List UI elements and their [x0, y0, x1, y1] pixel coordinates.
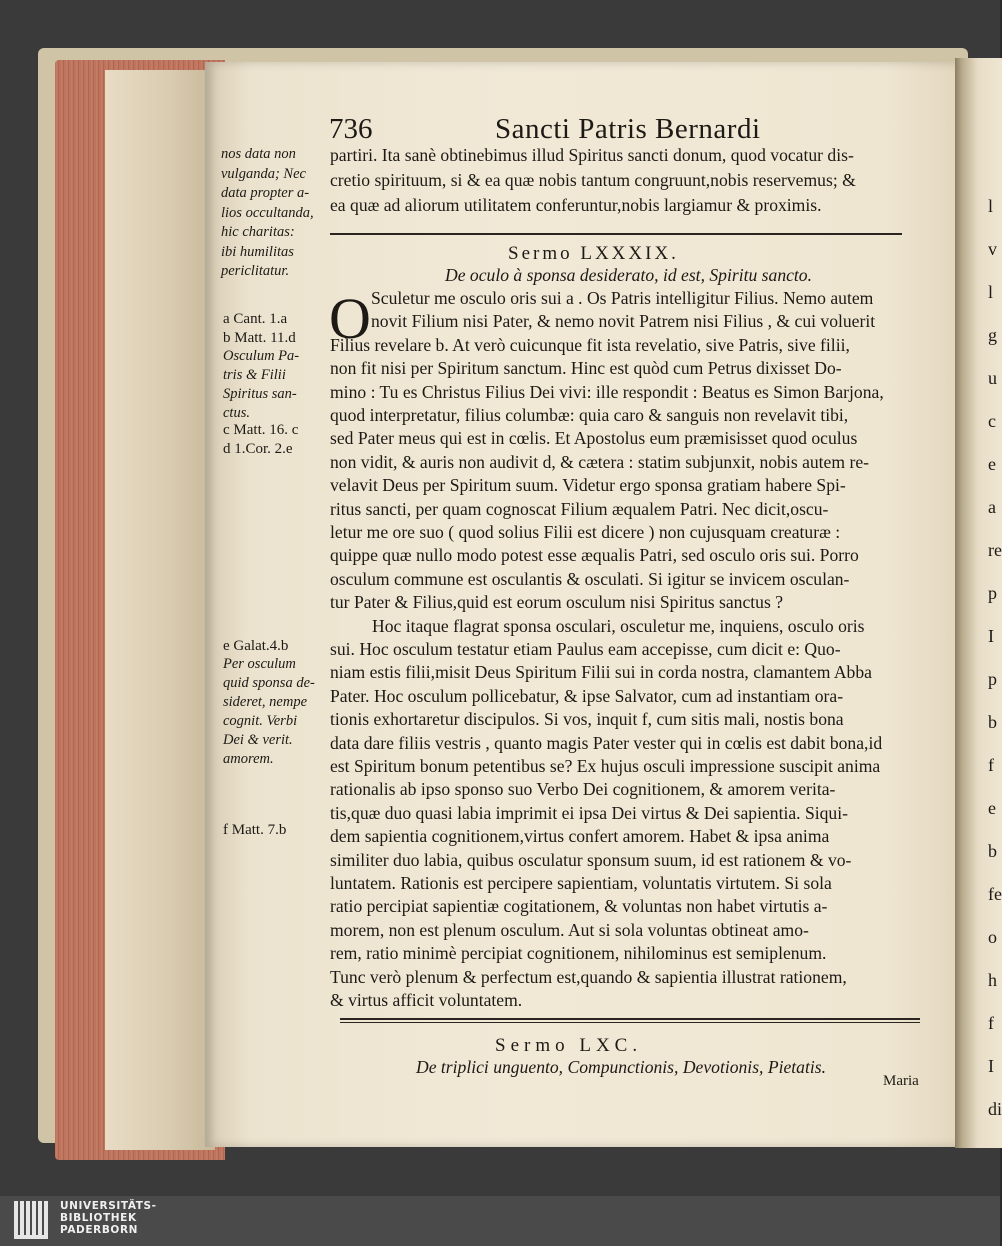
body-line-4: mino : Tu es Christus Filius Dei vivi: ille respondit : Beatus es Simon Barjona, — [330, 381, 884, 402]
margin-note-2-it-line-3: ctus. — [223, 405, 250, 421]
body-line-25: luntatem. Rationis est percipere sapientiam, voluntatis virtutem. Si sola — [330, 873, 832, 893]
facing-glyph-17: o — [988, 927, 997, 947]
facing-glyph-0: l — [988, 196, 994, 216]
body-line-3: non fit nisi per Spiritum sanctum. Hinc est quòd cum Petrus dixisset Do- — [330, 358, 842, 379]
facing-glyph-16: fe — [988, 884, 1002, 904]
body-line-8: velavit Deus per Spiritum suum. Videtur ergo sponsa gratiam habere Spi- — [330, 475, 846, 496]
body-line-20: est Spiritum bonum petentibus se? Ex hujus osculi impressione suscipit anima — [330, 756, 881, 776]
margin-note-2-line-0: a Cant. 1.a — [223, 311, 288, 327]
facing-glyph-19: f — [988, 1013, 994, 1033]
margin-note-2-line-1: b Matt. 11.d — [223, 330, 296, 346]
body-line-30: & virtus afficit voluntatem. — [330, 990, 523, 1010]
facing-glyph-5: c — [988, 411, 996, 431]
facing-glyph-2: l — [988, 282, 994, 302]
continuation-line-0: partiri. Ita sanè obtinebimus illud Spiritus sancti donum, quod vocatur dis- — [330, 145, 854, 165]
body-line-14: Hoc itaque flagrat sponsa osculari, osculetur me, inquiens, osculo oris — [372, 615, 865, 636]
margin-note-1-line-0: nos data non — [221, 146, 296, 162]
body-line-12: osculum commune est osculantis & osculati. Si igitur se invicem osculan- — [330, 568, 850, 589]
body-line-15: sui. Hoc osculum testatur etiam Paulus eam accepisse, cum dicit e: Quo- — [330, 639, 841, 659]
continuation-line-2: ea quæ ad aliorum utilitatem conferuntur,nobis largiamur & proximis. — [330, 195, 822, 215]
facing-glyph-6: e — [988, 454, 996, 474]
library-name-line-1: UNIVERSITÄTS- — [60, 1200, 157, 1212]
sermon-90-heading: Sermo LXC. — [495, 1035, 643, 1056]
facing-glyph-20: I — [988, 1056, 994, 1076]
body-line-17: Pater. Hoc osculum pollicebatur, & ipse Salvator, cum ad instantiam ora- — [330, 685, 844, 706]
margin-note-4-it-line-4: Dei & verit. — [223, 732, 293, 748]
margin-note-1-line-1: vulganda; Nec — [221, 165, 306, 182]
margin-note-4-line-0: e Galat.4.b — [223, 638, 289, 654]
body-line-27: morem, non est plenum osculum. Aut si sola voluntas obtineat amo- — [330, 919, 809, 940]
facing-glyph-3: g — [988, 325, 997, 345]
body-line-11: quippe quæ nullo modo potest esse æqualis Patri, sed osculo oris sui. Porro — [330, 545, 859, 566]
library-footer — [0, 1196, 1000, 1246]
body-line-6: sed Pater meus qui est in cœlis. Et Apostolus eum præmisisset quod oculus — [330, 428, 858, 449]
body-line-24: similiter duo labia, quibus osculatur sponsum suum, id est rationem & vo- — [330, 849, 852, 870]
body-line-1: novit Filium nisi Pater, & nemo novit Patrem nisi Filius , & cui voluerit — [371, 311, 876, 332]
body-line-7: non vidit, & auris non audivit d, & cætera : statim subjunxit, nobis autem re- — [330, 451, 869, 472]
facing-glyph-18: h — [988, 970, 997, 990]
section-rule-bottom — [340, 1018, 920, 1020]
body-line-2: Filius revelare b. At verò cuicunque fit ista revelatio, sive Patris, sive filii, — [330, 334, 850, 355]
facing-glyph-9: p — [988, 583, 997, 603]
facing-glyph-4: u — [988, 368, 997, 388]
page-number: 736 — [329, 113, 373, 145]
body-line-26: ratio percipiat sapientiæ cogitationem, & voluntas non habet virtutis a- — [330, 896, 828, 917]
margin-note-1-line-6: periclitatur. — [221, 263, 290, 279]
margin-note-1-line-3: lios occultanda, — [221, 204, 314, 221]
body-line-22: tis,quæ duo quasi labia imprimit ei ipsa Dei virtus & Dei sapientia. Siqui- — [330, 802, 848, 823]
body-line-23: dem sapientia cognitionem,virtus confert amorem. Habet & ipsa anima — [330, 826, 830, 847]
facing-glyph-15: b — [988, 841, 997, 861]
margin-note-1-line-2: data propter a- — [221, 185, 310, 201]
facing-glyph-13: f — [988, 755, 994, 775]
margin-note-4-it-line-2: sideret, nempe — [223, 694, 308, 710]
facing-glyph-8: re — [988, 540, 1002, 560]
drop-cap: O — [329, 286, 371, 351]
body-line-19: data dare filiis vestris , quanto magis Pater vester qui in cœlis est dabit bona,id — [330, 732, 883, 753]
library-name-line-2: BIBLIOTHEK — [60, 1212, 137, 1224]
margin-note-3-line-1: d 1.Cor. 2.e — [223, 441, 293, 457]
section-rule-bottom-thin — [340, 1022, 920, 1023]
library-name-line-3: PADERBORN — [60, 1224, 139, 1236]
running-title: Sancti Patris Bernardi — [495, 113, 761, 145]
continuation-line-1: cretio spirituum, si & ea quæ nobis tantum congruunt,nobis reservemus; & — [330, 170, 856, 190]
sermon-89-subtitle: De oculo à sponsa desiderato, id est, Spiritu sancto. — [445, 265, 813, 285]
margin-note-4-it-line-0: Per osculum — [223, 656, 296, 672]
facing-glyph-7: a — [988, 497, 996, 517]
sermon-90-subtitle: De triplici unguento, Compunctionis, Devotionis, Pietatis. — [416, 1057, 826, 1077]
catchword: Maria — [883, 1073, 919, 1089]
margin-note-2-it-line-1: tris & Filii — [223, 367, 286, 383]
margin-note-2-it-line-0: Osculum Pa- — [223, 348, 300, 364]
facing-glyph-12: b — [988, 712, 997, 732]
body-line-5: quod interpretatur, filius columbæ: quia caro & sanguis non revelavit tibi, — [330, 405, 849, 425]
page-edge-inner — [105, 70, 215, 1150]
section-rule-top — [330, 233, 902, 235]
facing-glyph-10: I — [988, 626, 994, 646]
margin-note-2-it-line-2: Spiritus san- — [223, 386, 297, 402]
body-line-18: tionis exhortaretur discipulos. Si vos, inquit f, cum sitis mali, nostis bona — [330, 709, 844, 730]
body-line-16: niam estis filii,misit Deus Spiritum Filii sui in corda nostra, clamantem Abba — [330, 662, 872, 683]
body-line-29: Tunc verò plenum & perfectum est,quando & sapientia illustrat rationem, — [330, 966, 847, 987]
margin-note-4-it-line-5: amorem. — [223, 751, 274, 767]
margin-note-1-line-5: ibi humilitas — [221, 243, 294, 260]
body-line-13: tur Pater & Filius,quid est eorum osculum nisi Spiritus sanctus ? — [330, 592, 784, 613]
facing-glyph-21: di — [988, 1099, 1002, 1119]
facing-glyph-14: e — [988, 798, 996, 818]
sermon-89-heading: Sermo LXXXIX. — [508, 243, 679, 264]
body-line-0: Sculetur me osculo oris sui a . Os Patris intelligitur Filius. Nemo autem — [371, 288, 874, 308]
body-line-9: ritus sancti, per quam cognoscat Filium æqualem Patri. Nec dicit,oscu- — [330, 498, 829, 519]
margin-note-3-line-0: c Matt. 16. c — [223, 422, 299, 438]
margin-note-4-it-line-1: quid sponsa de- — [223, 675, 315, 691]
body-line-10: letur me ore suo ( quod solius Filii est dicere ) non cujusquam creaturæ : — [330, 522, 841, 542]
margin-note-5-line-0: f Matt. 7.b — [223, 822, 287, 838]
facing-glyph-1: v — [988, 239, 997, 259]
library-logo-icon — [14, 1199, 54, 1241]
margin-note-4-it-line-3: cognit. Verbi — [223, 713, 298, 729]
body-line-21: rationalis ab ipso sponso suo Verbo Dei cognitionem, & amorem verita- — [330, 779, 836, 800]
margin-note-1-line-4: hic charitas: — [221, 224, 295, 240]
body-line-28: rem, ratio minimè percipiat cognitionem, nihilominus est semiplenum. — [330, 943, 827, 964]
facing-glyph-11: p — [988, 669, 997, 689]
